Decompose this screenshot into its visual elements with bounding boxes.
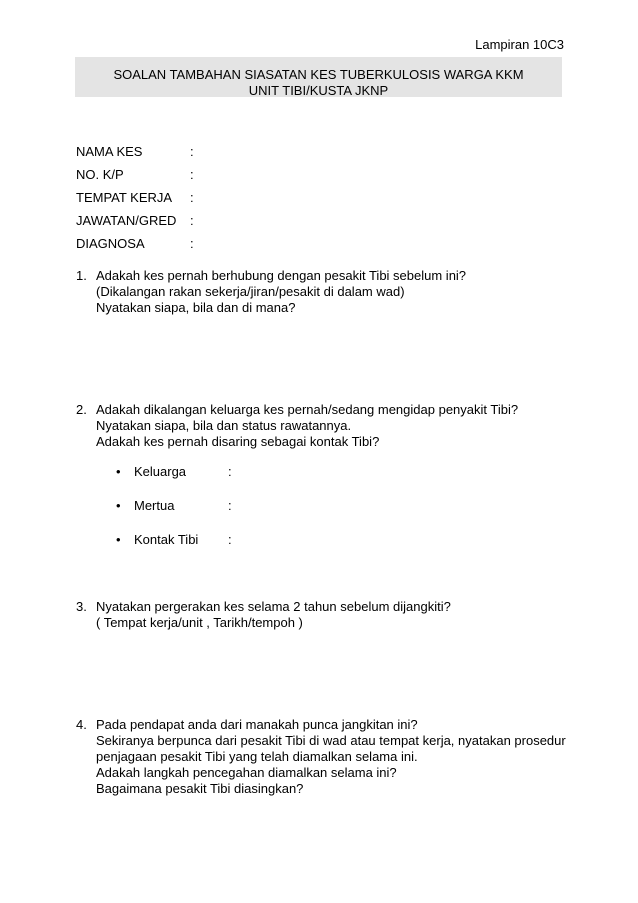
field-label: TEMPAT KERJA [76, 190, 173, 205]
bullet-icon: • [116, 464, 121, 479]
question-line: Bagaimana pesakit Tibi diasingkan? [96, 781, 304, 796]
question-number: 2. [76, 402, 87, 417]
question-line: Nyatakan siapa, bila dan di mana? [96, 300, 296, 315]
question-number: 3. [76, 599, 87, 614]
bullet-colon: : [228, 464, 232, 479]
bullet-colon: : [228, 498, 232, 513]
question-line: Nyatakan siapa, bila dan status rawatannya. [96, 418, 352, 433]
question-line: ( Tempat kerja/unit , Tarikh/tempoh ) [96, 615, 303, 630]
question-line: Adakah langkah pencegahan diamalkan selama ini? [96, 765, 397, 780]
field-colon: : [190, 213, 194, 228]
question-text [96, 268, 576, 316]
question-line: (Dikalangan rakan sekerja/jiran/pesakit di dalam wad) [96, 284, 405, 299]
form-title-box [75, 57, 562, 97]
field-label: DIAGNOSA [76, 236, 145, 251]
bullet-label: Kontak Tibi [134, 532, 199, 547]
field-colon: : [190, 144, 194, 159]
question-number: 4. [76, 717, 87, 732]
form-title-line-2: UNIT TIBI/KUSTA JKNP [248, 83, 389, 98]
field-label: NO. K/P [76, 167, 124, 182]
question-line: Adakah kes pernah berhubung dengan pesakit Tibi sebelum ini? [96, 268, 467, 283]
question-line: Sekiranya berpunca dari pesakit Tibi di wad atau tempat kerja, nyatakan prosedur [96, 733, 566, 748]
question-line: Nyatakan pergerakan kes selama 2 tahun sebelum dijangkiti? [96, 599, 451, 614]
annex-label: Lampiran 10C3 [475, 37, 564, 52]
question-text [96, 402, 576, 450]
field-colon: : [190, 167, 194, 182]
question-text [96, 717, 576, 797]
field-colon: : [190, 236, 194, 251]
question-number: 1. [76, 268, 87, 283]
question-text [96, 599, 576, 631]
form-title-line-1: SOALAN TAMBAHAN SIASATAN KES TUBERKULOSIS WARGA KKM [113, 67, 524, 82]
question-line: Adakah kes pernah disaring sebagai kontak Tibi? [96, 434, 380, 449]
bullet-colon: : [228, 532, 232, 547]
question-line: penjagaan pesakit Tibi yang telah diamalkan selama ini. [96, 749, 418, 764]
field-colon: : [190, 190, 194, 205]
field-label: JAWATAN/GRED [76, 213, 177, 228]
bullet-icon: • [116, 498, 121, 513]
bullet-label: Mertua [134, 498, 175, 513]
bullet-icon: • [116, 532, 121, 547]
question-line: Pada pendapat anda dari manakah punca jangkitan ini? [96, 717, 418, 732]
bullet-label: Keluarga [134, 464, 187, 479]
field-label: NAMA KES [76, 144, 143, 159]
question-line: Adakah dikalangan keluarga kes pernah/sedang mengidap penyakit Tibi? [96, 402, 519, 417]
